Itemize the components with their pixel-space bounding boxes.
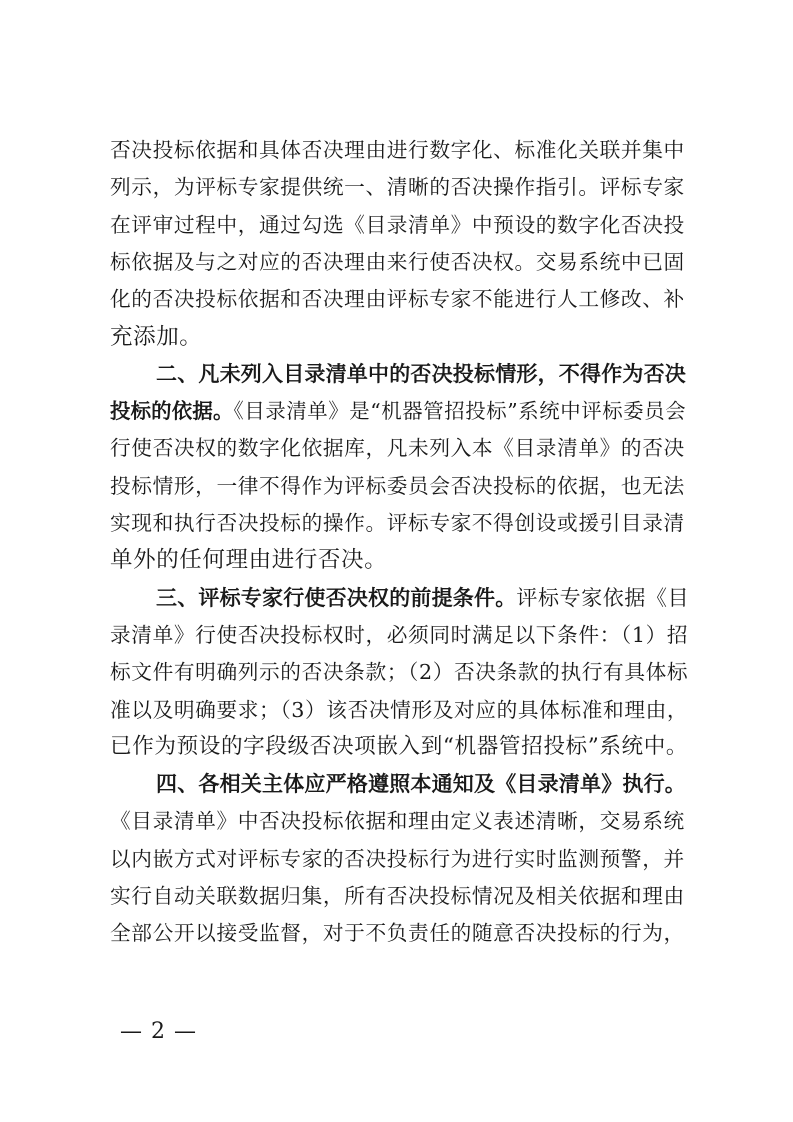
body-text-segment: 单外的任何理由进行否决。	[110, 547, 388, 574]
text-line	[110, 801, 690, 841]
body-text-segment: 实行自动关联数据归集，所有否决投标情况及相关依据和理由	[110, 884, 685, 908]
body-text-segment: 标文件有明确列示的否决条款；（2）否决条款的执行有具体标	[110, 660, 689, 685]
body-text-segment: 评标专家依据《目	[516, 585, 690, 610]
text-line	[110, 242, 690, 282]
page-number: — 2 —	[120, 1019, 197, 1044]
text-line	[110, 317, 690, 357]
text-line	[110, 839, 690, 879]
text-line	[110, 540, 690, 580]
body-text-segment: 《目录清单》是“机器管招投标”系统中评标委员会	[233, 399, 687, 424]
text-line	[110, 727, 690, 767]
body-text-segment: 已作为预设的字段级否决项嵌入到“机器管招投标”系统中。	[110, 733, 689, 759]
body-text-segment: 在评审过程中，通过勾选《目录清单》中预设的数字化否决投	[110, 212, 685, 237]
bold-heading-text: 二、凡未列入目录清单中的否决投标情形，不得作为否决	[156, 361, 686, 386]
text-line	[110, 578, 690, 618]
text-line	[110, 615, 690, 655]
text-line	[110, 503, 690, 543]
body-text-segment: 准以及明确要求；（3）该否决情形及对应的具体标准和理由，	[110, 697, 689, 722]
text-line	[110, 354, 690, 394]
body-text-segment: 充添加。	[110, 323, 203, 350]
bold-heading-text: 四、各相关主体应严格遵照本通知及《目录清单》执行。	[156, 772, 686, 797]
text-line	[110, 466, 690, 506]
body-text-segment: 录清单》行使否决投标权时，必须同时满足以下条件：（1）招	[110, 622, 689, 647]
text-line	[110, 130, 690, 170]
text-line	[110, 876, 690, 916]
body-text-segment: 《目录清单》中否决投标依据和理由定义表述清晰，交易系统	[110, 809, 685, 834]
text-line	[110, 428, 690, 468]
body-text-segment: 投标情形，一律不得作为评标委员会否决投标的依据，也无法	[110, 473, 685, 498]
body-text-segment: 实现和执行否决投标的操作。评标专家不得创设或援引目录清	[110, 511, 685, 535]
text-line	[110, 391, 690, 431]
body-text-segment: 以内嵌方式对评标专家的否决投标行为进行实时监测预警，并	[110, 846, 685, 871]
bold-heading-text: 三、评标专家行使否决权的前提条件。	[156, 585, 517, 610]
body-text-segment: 全部公开以接受监督，对于不负责任的随意否决投标的行为，	[110, 921, 685, 946]
bold-heading-text: 投标的依据。	[110, 399, 234, 424]
text-line	[110, 167, 690, 207]
text-line	[110, 205, 690, 245]
text-line	[110, 652, 690, 692]
text-line	[110, 690, 690, 730]
body-text-segment: 列示，为评标专家提供统一、清晰的否决操作指引。评标专家	[110, 175, 685, 200]
body-text-segment: 否决投标依据和具体否决理由进行数字化、标准化关联并集中	[110, 138, 685, 162]
text-line	[110, 764, 690, 804]
text-line	[110, 913, 690, 953]
text-line	[110, 279, 690, 319]
body-text-segment: 行使否决权的数字化依据库，凡未列入本《目录清单》的否决	[110, 436, 685, 461]
body-text-segment: 化的否决投标依据和否决理由评标专家不能进行人工修改、补	[110, 287, 685, 312]
body-text-segment: 标依据及与之对应的否决理由来行使否决权。交易系统中已固	[110, 249, 685, 274]
